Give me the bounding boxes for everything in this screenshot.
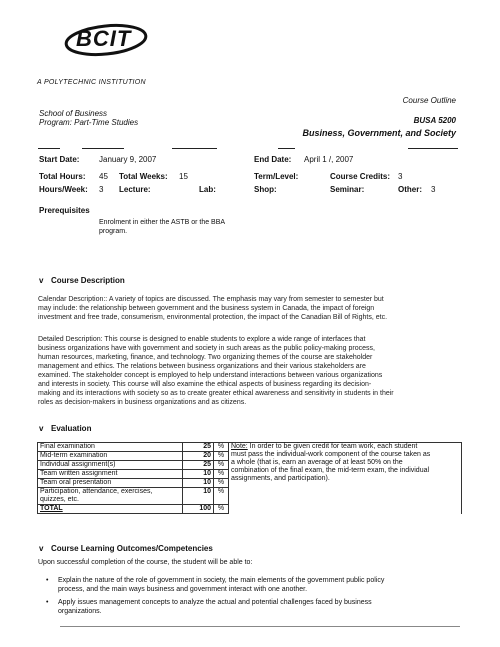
calendar-description [38, 295, 468, 322]
eval-total-pct: % [214, 505, 229, 514]
hours-week-value: 3 [99, 185, 104, 194]
hours-week-label: Hours/Week: [39, 185, 88, 194]
total-weeks-label: Total Weeks: [119, 172, 168, 181]
seminar-label: Seminar: [330, 185, 365, 194]
logo-text: BCIT [76, 26, 132, 51]
bcit-logo [58, 18, 168, 68]
detailed-line: human resources, marketing, finance, and technology. Two organizing themes of the course are stakeholder [38, 354, 373, 361]
eval-item-name: Final examination [38, 443, 183, 452]
eval-item-pct: % [214, 470, 229, 479]
evaluation-table [37, 442, 462, 514]
program-name: Program: Part-Time Studies [39, 118, 139, 127]
note-line: a whole (that is, earn an average of at least 50% on the [231, 459, 403, 466]
eval-item-value: 25 [183, 443, 214, 452]
outcomes-heading: Course Learning Outcomes/Competencies [51, 544, 213, 553]
detailed-line: Detailed Description: This course is designed to enable students to explore a wide range of interfaces that [38, 336, 366, 343]
eval-item-value: 20 [183, 452, 214, 461]
eval-item-name: Mid-term examination [38, 452, 183, 461]
eval-item-pct: % [214, 479, 229, 488]
bullet-icon: • [46, 577, 49, 584]
start-date-label: Start Date: [39, 155, 80, 164]
course-code: BUSA 5200 [413, 116, 456, 125]
section-bullet-icon: v [39, 276, 44, 285]
lecture-label: Lecture: [119, 185, 151, 194]
course-credits-label: Course Credits: [330, 172, 391, 181]
outcome-item [46, 598, 478, 616]
detailed-description [38, 335, 468, 407]
eval-total-value: 100 [183, 505, 214, 514]
table-row [38, 443, 462, 452]
eval-item-name: Team written assignment [38, 470, 183, 479]
other-value: 3 [431, 185, 436, 194]
note-line: combination of the final exam, the mid-term exam, the individual [231, 467, 430, 474]
eval-item-value: 10 [183, 470, 214, 479]
detailed-line: making and its interactions with society so as to create greater ethical awareness and sensitivity in students in their [38, 390, 394, 397]
total-weeks-value: 15 [179, 172, 188, 181]
section-bullet-icon: v [39, 424, 44, 433]
eval-item-value: 10 [183, 479, 214, 488]
eval-item-pct: % [214, 461, 229, 470]
eval-item-pct: % [214, 452, 229, 461]
calendar-line: investment and free trade, consumerism, environmental protection, the impact of the Canadian Bill of Rights, etc. [38, 314, 388, 321]
outcome-item [46, 576, 478, 594]
outcome-line: organizations. [58, 608, 102, 615]
note-line: must pass the individual-work component of the course taken as [231, 451, 431, 458]
calendar-line: Calendar Description:: A variety of topics are discussed. The emphasis may vary from semester to semester but [38, 296, 384, 303]
header-short-rule-1 [38, 148, 60, 149]
end-date-value: April 1 /, 2007 [304, 155, 354, 164]
doc-type: Course Outline [402, 96, 456, 105]
eval-item-name: Individual assignment(s) [38, 461, 183, 470]
note-line: In order to be given credit for team work, each student [247, 443, 418, 450]
detailed-line: business organizations have with government and society in such areas as the public policy-making process, [38, 345, 375, 352]
eval-item-value: 25 [183, 461, 214, 470]
outcome-line: process, and the main ways business and government interact with one another. [58, 586, 308, 593]
end-date-label: End Date: [254, 155, 292, 164]
header-short-rule-2 [82, 148, 124, 149]
header-short-rule-4 [278, 148, 295, 149]
calendar-line: may include: the relationship between government and the business system in Canada, the impact of foreign [38, 305, 375, 312]
header-divider [408, 148, 458, 149]
course-credits-value: 3 [398, 172, 403, 181]
eval-item-pct: % [214, 443, 229, 452]
logo-tagline: A POLYTECHNIC INSTITUTION [37, 79, 146, 86]
detailed-line: examined. The stakeholder concept is employed to help understand interactions between various organizations [38, 372, 383, 379]
section-bullet-icon: v [39, 544, 44, 553]
start-date-value: January 9, 2007 [99, 155, 157, 164]
total-hours-label: Total Hours: [39, 172, 86, 181]
outcome-line: Apply issues management concepts to analyze the actual and potential challenges faced by business [58, 599, 372, 606]
bullet-icon: • [46, 599, 49, 606]
course-description-heading: Course Description [51, 276, 125, 285]
eval-item-pct: % [214, 488, 229, 505]
eval-total-name: TOTAL [38, 505, 183, 514]
shop-label: Shop: [254, 185, 277, 194]
header-short-rule-3 [172, 148, 217, 149]
footer-rule [60, 626, 460, 627]
detailed-line: roles as decision-makers in business organizations and as citizens. [38, 399, 247, 406]
note-line: assignments, and participation). [231, 475, 330, 482]
outcomes-intro: Upon successful completion of the course, the student will be able to: [38, 559, 253, 566]
eval-item-name: Participation, attendance, exercises, quizzes, etc. [38, 488, 183, 505]
prerequisites-heading: Prerequisites [39, 206, 90, 215]
outcome-line: Explain the nature of the role of government in society, the main elements of the government public policy [58, 577, 385, 584]
eval-item-value: 10 [183, 488, 214, 505]
lab-label: Lab: [199, 185, 216, 194]
detailed-line: management and ethics. The relations between business organizations and their various stakeholders are [38, 363, 366, 370]
note-label: Note: [231, 443, 248, 450]
school-name: School of Business [39, 109, 108, 118]
other-label: Other: [398, 185, 422, 194]
course-title: Business, Government, and Society [302, 128, 456, 138]
total-hours-value: 45 [99, 172, 108, 181]
prerequisites-line-2: program. [99, 228, 128, 235]
detailed-line: and interests in society. This course will also examine the ethical aspects of business regarding its decision- [38, 381, 372, 388]
evaluation-heading: Evaluation [51, 424, 92, 433]
eval-item-name: Team oral presentation [38, 479, 183, 488]
evaluation-note [229, 443, 462, 514]
prerequisites-line-1: Enrolment in either the ASTB or the BBA [99, 219, 226, 226]
term-level-label: Term/Level: [254, 172, 299, 181]
